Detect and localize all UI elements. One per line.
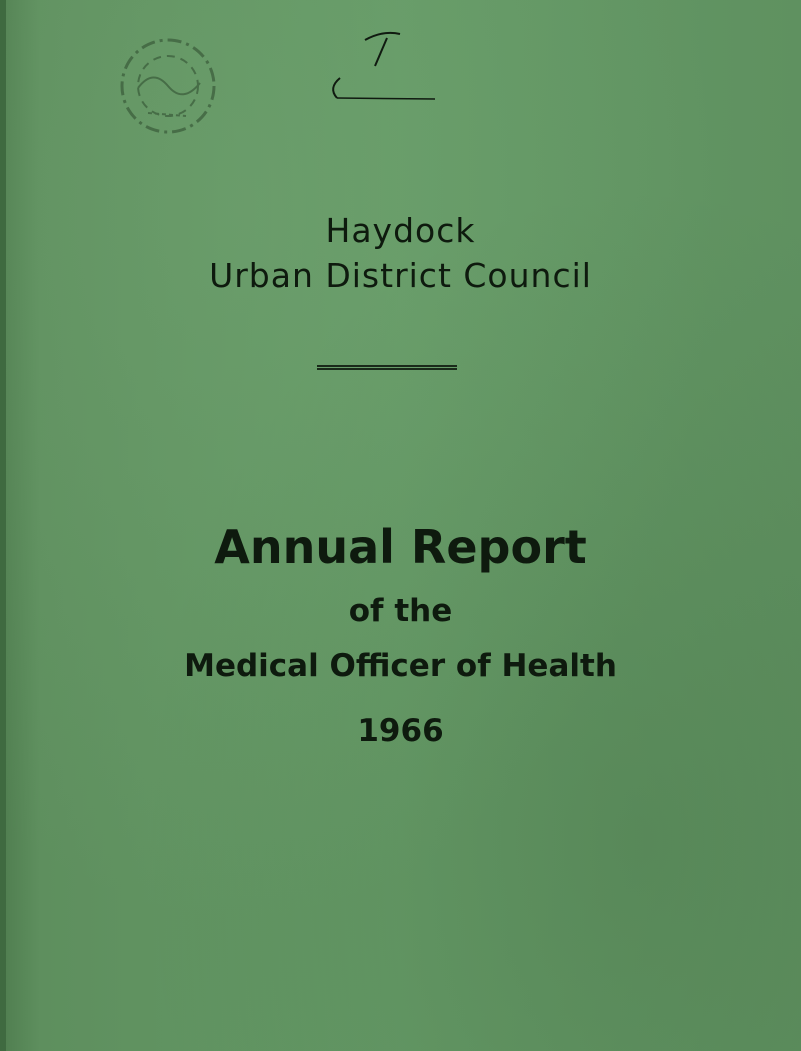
report-year: 1966: [357, 713, 444, 749]
library-stamp-icon: [108, 28, 228, 138]
council-name: Haydock: [325, 211, 476, 250]
report-title: Annual Report: [214, 520, 587, 574]
report-connector: of the: [348, 593, 453, 629]
double-rule-divider: [317, 365, 457, 370]
report-role: Medical Officer of Health: [184, 648, 617, 684]
council-type: Urban District Council: [209, 256, 592, 295]
handwritten-mark-icon: [325, 28, 445, 103]
